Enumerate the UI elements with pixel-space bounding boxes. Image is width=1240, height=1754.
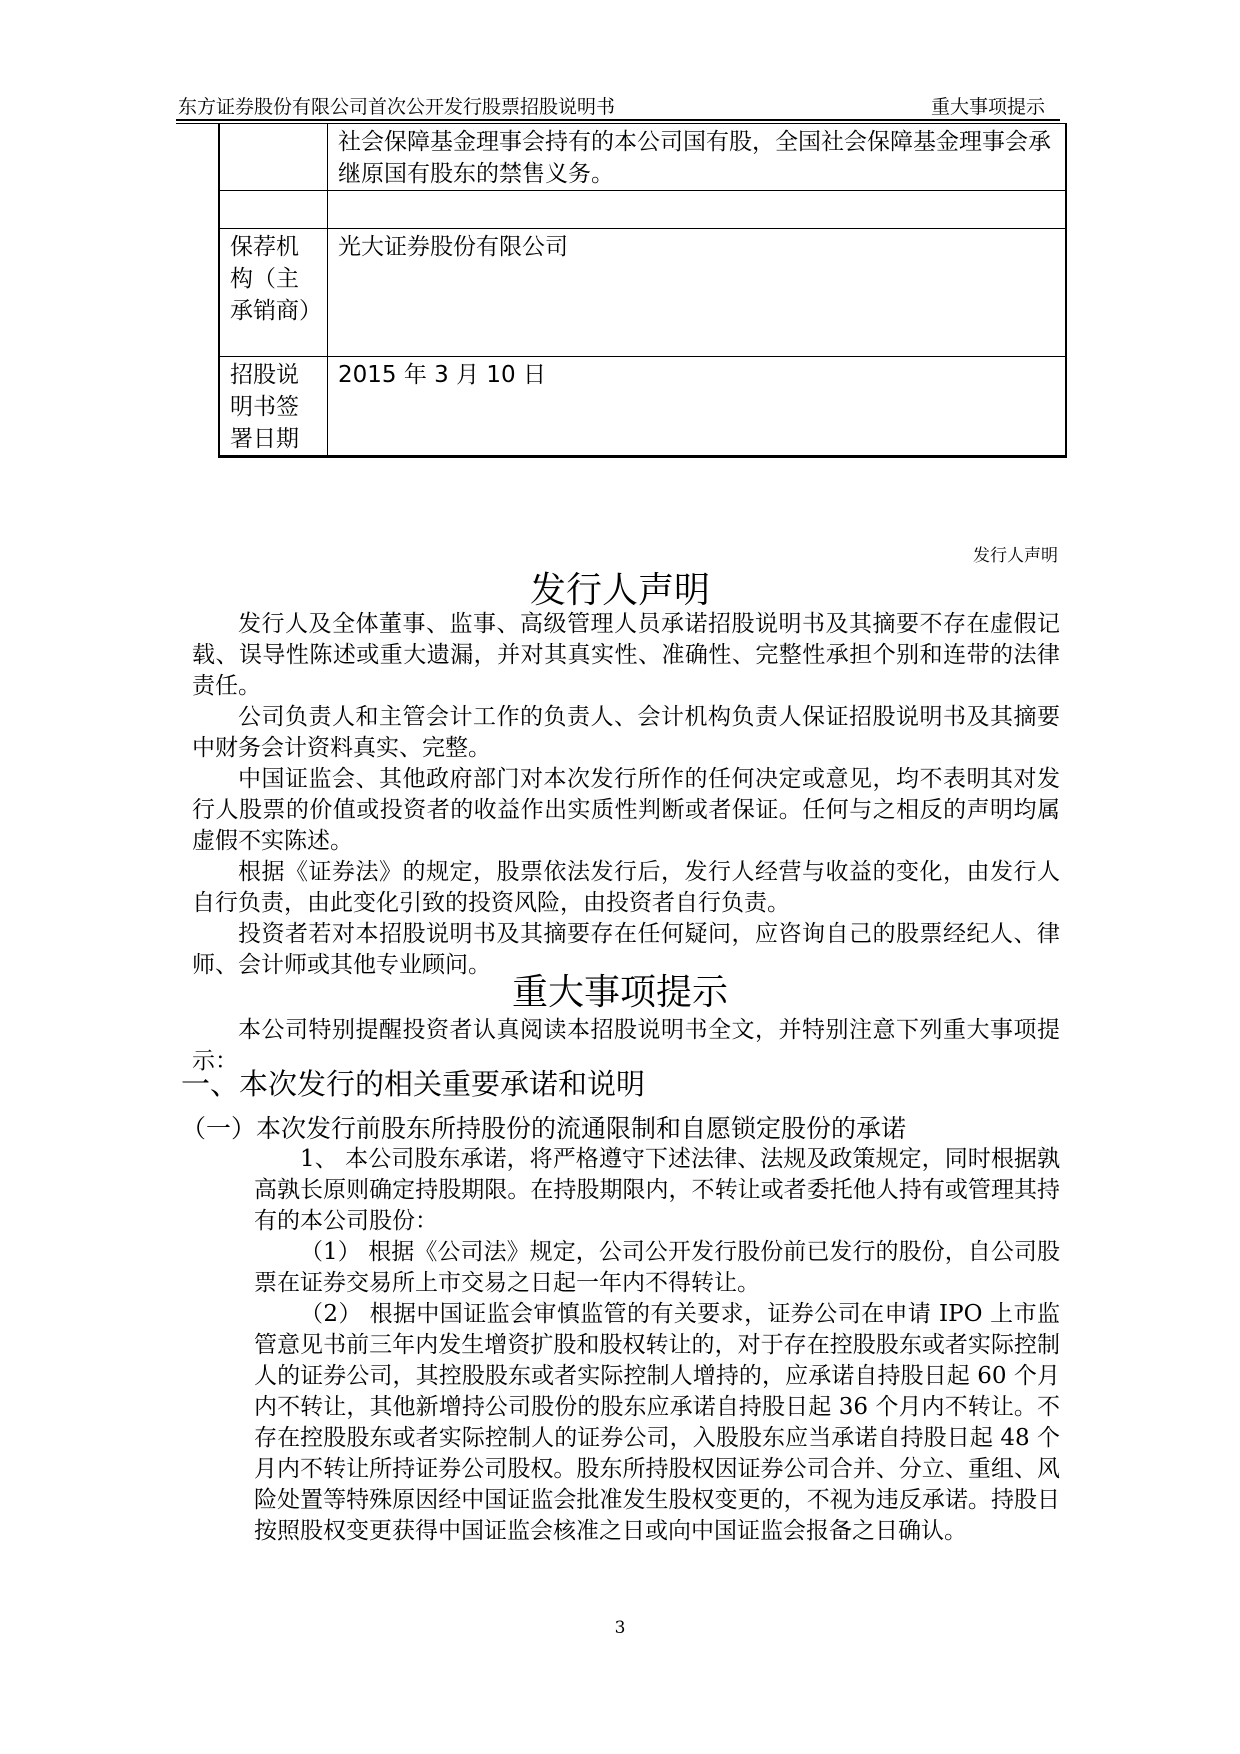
header-document-title: 东方证券股份有限公司首次公开发行股票招股说明书: [178, 96, 616, 118]
header-section-title: 重大事项提示: [931, 96, 1046, 118]
issuer-paragraph: 发行人及全体董事、监事、高级管理人员承诺招股说明书及其摘要不存在虚假记载、误导性陈述或重大遗漏，并对其真实性、准确性、完整性承担个别和连带的法律责任。: [192, 611, 1060, 699]
major-matters-intro: 本公司特别提醒投资者认真阅读本招股说明书全文，并特别注意下列重大事项提示：: [192, 1017, 1060, 1074]
header-rule: [176, 119, 1060, 121]
major-matters-title: 重大事项提示: [511, 972, 728, 1013]
signing-date-label: 招股说明书签署日期: [219, 357, 328, 457]
table-row: [219, 124, 1066, 191]
sponsor-label: 保荐机构（主承销商）: [219, 229, 328, 357]
commitment-item-1-1: （1） 根据《公司法》规定，公司公开发行股份前已发行的股份，自公司股票在证券交易所上市交易之日起一年内不得转让。: [254, 1239, 1060, 1296]
issuer-paragraph: 中国证监会、其他政府部门对本次发行所作的任何决定或意见，均不表明其对发行人股票的价值或投资者的收益作出实质性判断或者保证。任何与之相反的声明均属虚假不实陈述。: [192, 766, 1060, 854]
table-cell-ssf-note: 社会保障基金理事会持有的本公司国有股，全国社会保障基金理事会承继原国有股东的禁售义务。: [328, 124, 1067, 191]
heading-level-1: 一、本次发行的相关重要承诺和说明: [181, 1067, 646, 1101]
sponsor-value: 光大证券股份有限公司: [328, 229, 1067, 357]
issuer-paragraph: 投资者若对本招股说明书及其摘要存在任何疑问，应咨询自己的股票经纪人、律师、会计师或其他专业顾问。: [192, 921, 1060, 978]
table-cell-empty: [328, 191, 1067, 229]
commitment-item-1-2: （2） 根据中国证监会审慎监管的有关要求，证券公司在申请 IPO 上市监管意见书前三年内发生增资扩股和股权转让的，对于存在控股股东或者实际控制人的证券公司，其控股股东或者实际控制人增持的，应承诺自持股日起 60 个月内不转让，其他新增持公司股份的股东应承诺自持股日起 36 个月内不转让。不存在控股股东或者实际控制人的证券公司，入股股东应当承诺自持股日起 48 个月内不转让所持证券公司股权。股东所持股权因证券公司合并、分立、重组、风险处置等特殊原因经中国证监会批准发生股权变更的，不视为违反承诺。持股日按照股权变更获得中国证监会核准之日或向中国证监会报备之日确认。: [254, 1301, 1060, 1544]
heading-level-2: （一）本次发行前股东所持股份的流通限制和自愿锁定股份的承诺: [181, 1114, 907, 1143]
table-row: [219, 357, 1066, 457]
signing-date-value: 2015 年 3 月 10 日: [328, 357, 1067, 457]
table-row: [219, 191, 1066, 229]
table-cell-empty: [219, 191, 328, 229]
commitment-item-1: 1、 本公司股东承诺，将严格遵守下述法律、法规及政策规定，同时根据孰高孰长原则确定持股期限。在持股期限内，不转让或者委托他人持有或管理其持有的本公司股份：: [254, 1146, 1060, 1234]
table-cell-empty: [219, 124, 328, 191]
page-number: 3: [614, 1618, 626, 1638]
issuer-statement-title: 发行人声明: [529, 570, 710, 611]
section-running-label: 发行人声明: [973, 546, 1058, 566]
issuer-paragraph: 根据《证券法》的规定，股票依法发行后，发行人经营与收益的变化，由发行人自行负责，由此变化引致的投资风险，由投资者自行负责。: [192, 859, 1060, 916]
issuer-paragraph: 公司负责人和主管会计工作的负责人、会计机构负责人保证招股说明书及其摘要中财务会计资料真实、完整。: [192, 704, 1060, 761]
offering-info-table: [218, 123, 1067, 458]
table-row: [219, 229, 1066, 357]
